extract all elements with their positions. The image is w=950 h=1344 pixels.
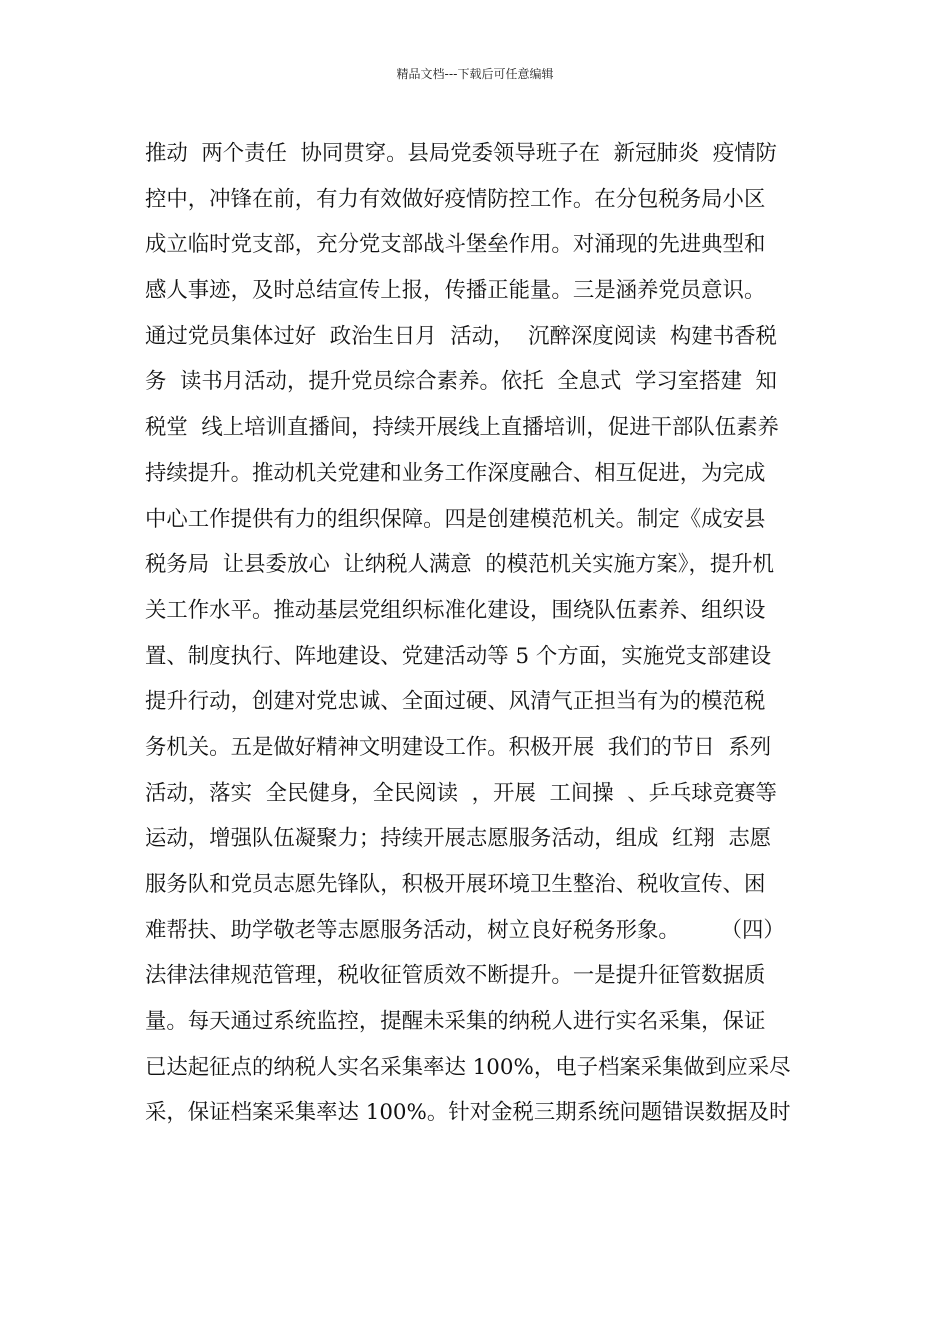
text-line: 务机关。五是做好精神文明建设工作。积极开展 我们的节日 系列 <box>145 734 772 760</box>
text-line: 运动，增强队伍凝聚力；持续开展志愿服务活动，组成 红翔 志愿 <box>145 826 772 852</box>
text-line: 置、制度执行、阵地建设、党建活动等 5 个方面，实施党支部建设 <box>145 643 772 669</box>
text-line: 通过党员集体过好 政治生日月 活动， 沉醉深度阅读 构建书香税 <box>145 323 777 349</box>
page-header: 精品文档---下载后可任意编辑 <box>396 67 554 81</box>
text-line: 持续提升。推动机关党建和业务工作深度融合、相互促进，为完成 <box>145 460 766 486</box>
text-line: 务 读书月活动，提升党员综合素养。依托 全息式 学习室搭建 知 <box>145 369 777 395</box>
text-line: 服务队和党员志愿先锋队，积极开展环境卫生整治、税收宣传、困 <box>145 872 766 897</box>
text-line: 难帮扶、助学敬老等志愿服务活动，树立良好税务形象。 （四） <box>145 917 785 943</box>
text-line: 税堂 线上培训直播间，持续开展线上直播培训，促进干部队伍素养 <box>145 415 779 441</box>
text-line: 中心工作提供有力的组织保障。四是创建模范机关。制定《成安县 <box>145 506 766 532</box>
text-line: 感人事迹，及时总结宣传上报，传播正能量。三是涵养党员意识。 <box>145 278 766 304</box>
text-line: 关工作水平。推动基层党组织标准化建设，围绕队伍素养、组织设 <box>145 597 766 623</box>
text-line: 推动 两个责任 协同贯穿。县局党委领导班子在 新冠肺炎 疫情防 <box>145 141 777 166</box>
text-line: 控中，冲锋在前，有力有效做好疫情防控工作。在分包税务局小区 <box>145 186 766 212</box>
text-line: 提升行动，创建对党忠诚、全面过硬、风清气正担当有为的模范税 <box>145 689 766 715</box>
text-line: 已达起征点的纳税人实名采集率达 100%，电子档案采集做到应采尽 <box>145 1054 791 1080</box>
text-line: 成立临时党支部，充分党支部战斗堡垒作用。对涌现的先进典型和 <box>145 232 766 258</box>
text-line: 采，保证档案采集率达 100%。针对金税三期系统问题错误数据及时 <box>145 1100 791 1126</box>
text-line: 量。每天通过系统监控，提醒未采集的纳税人进行实名采集，保证 <box>145 1009 766 1035</box>
text-line: 税务局 让县委放心 让纳税人满意 的模范机关实施方案》，提升机 <box>145 552 775 578</box>
text-line: 法律法律规范管理，税收征管质效不断提升。一是提升征管数据质 <box>145 963 766 989</box>
document-body <box>145 131 825 1136</box>
text-line: 活动，落实 全民健身，全民阅读 ，开展 工间操 、乒乓球竞赛等 <box>145 780 777 806</box>
